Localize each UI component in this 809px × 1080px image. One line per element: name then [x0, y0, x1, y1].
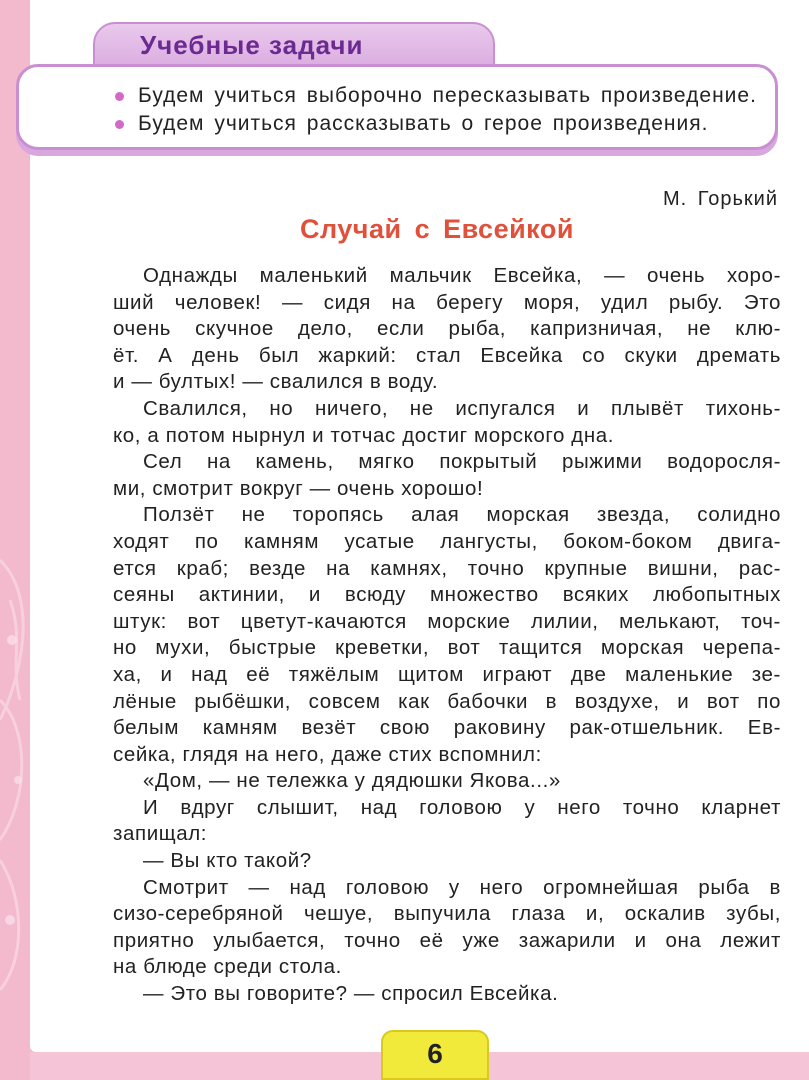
task-item	[112, 110, 757, 138]
story-line: И вдруг слышит, над головою у него точно кларнет	[143, 795, 781, 819]
story-line: Сел на камень, мягко покрытый рыжими водоросля-	[143, 450, 781, 474]
task-text: Будем учиться рассказывать о герое произведения.	[138, 112, 709, 135]
bullet-icon	[115, 92, 124, 101]
story-line: очень скучное дело, если рыба, капризничая, не клю-	[113, 317, 781, 341]
tasks-title: Учебные задачи	[140, 30, 364, 60]
story-line: белым камням везёт свою раковину рак-отшельник. Ев-	[113, 716, 781, 740]
story-line: ется краб; везде на камнях, точно крупные вишни, рас-	[113, 556, 781, 580]
story-line: Ползёт не торопясь алая морская звезда, солидно	[143, 503, 781, 527]
story-line: Смотрит — над головою у него огромнейшая рыба в	[143, 875, 781, 899]
page-number: 6	[427, 1038, 443, 1069]
story-line: Свалился, но ничего, не испугался и плывёт тихонь-	[143, 396, 781, 420]
story-line: сизо-серебряной чешуе, выпучила глаза и, оскалив зубы,	[113, 902, 781, 926]
story-text	[113, 263, 781, 1008]
task-text: Будем учиться выборочно пересказывать произведение.	[138, 84, 757, 107]
story-line: штук: вот цветут-качаются морские лилии, мелькают, точ-	[113, 609, 781, 633]
task-item	[112, 82, 757, 110]
story-line: сейка, глядя на него, даже стих вспомнил:	[113, 742, 542, 766]
story-line: — Вы кто такой?	[143, 849, 312, 873]
story-line: но мухи, быстрые креветки, вот тащится морская черепа-	[113, 636, 781, 660]
tasks-list	[112, 82, 757, 138]
story-line: ёт. А день был жаркий: стал Евсейка со скуки дремать	[113, 343, 781, 367]
story-line: ший человек! — сидя на берегу моря, удил рыбу. Это	[113, 290, 781, 314]
story-line: — Это вы говорите? — спросил Евсейка.	[143, 982, 559, 1006]
story-line: на блюде среди стола.	[113, 955, 342, 979]
story-line: ха, и над её тяжёлым щитом играют две маленькие зе-	[113, 662, 781, 686]
author-name: М. Горький	[662, 188, 778, 210]
story-line: Однажды маленький мальчик Евсейка, — очень хоро-	[143, 264, 781, 287]
story-line: и — бултых! — свалился в воду.	[113, 370, 439, 394]
story-title: Случай с Евсейкой	[300, 214, 574, 244]
story-line: ко, а потом нырнул и тотчас достиг морского дна.	[113, 423, 615, 447]
story-line: сеяны актинии, и всюду множество всяких любопытных	[113, 583, 781, 607]
story-line: приятно улыбается, точно её уже зажарили и она лежит	[113, 928, 781, 952]
story-line: лёные рыбёшки, совсем как бабочки в воздухе, и вот по	[113, 689, 781, 713]
story-line: запищал:	[113, 822, 208, 846]
bullet-icon	[115, 120, 124, 129]
story-line: ходят по камням усатые лангусты, боком-боком двига-	[113, 529, 781, 553]
story-line: «Дом, — не тележка у дядюшки Якова...»	[143, 769, 561, 793]
story-line: ми, смотрит вокруг — очень хорошо!	[113, 476, 484, 500]
